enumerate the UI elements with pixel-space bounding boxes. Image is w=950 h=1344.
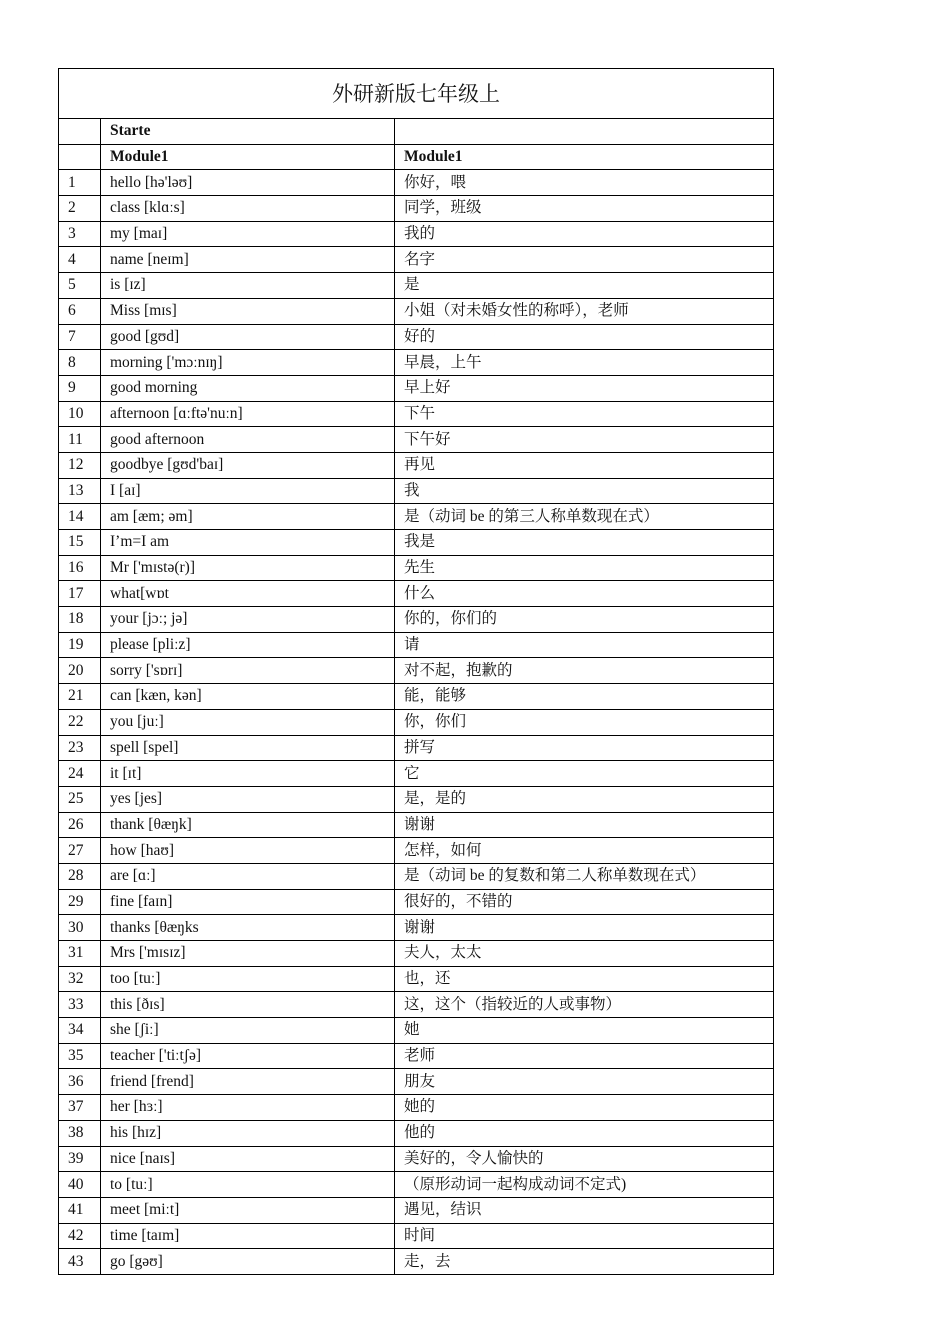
row-number-cell: 23	[59, 735, 101, 761]
table-row	[59, 915, 774, 941]
chinese-meaning-cell: 你好，喂	[395, 170, 774, 196]
table-row	[59, 1146, 774, 1172]
english-word-cell: hello [hə'ləʊ]	[101, 170, 395, 196]
chinese-meaning-cell: 什么	[395, 581, 774, 607]
row-number-cell: 37	[59, 1095, 101, 1121]
table-row	[59, 786, 774, 812]
row-number-cell: 39	[59, 1146, 101, 1172]
row-number-cell: 12	[59, 452, 101, 478]
english-word-cell: friend [frend]	[101, 1069, 395, 1095]
chinese-meaning-cell: 同学，班级	[395, 196, 774, 222]
chinese-meaning-cell: 好的	[395, 324, 774, 350]
english-word-cell: time [taɪm]	[101, 1223, 395, 1249]
chinese-meaning-cell: 下午	[395, 401, 774, 427]
table-row	[59, 812, 774, 838]
row-number-cell: 38	[59, 1120, 101, 1146]
chinese-meaning-cell: 我的	[395, 221, 774, 247]
chinese-meaning-cell: 再见	[395, 452, 774, 478]
chinese-meaning-cell: 遇见，结识	[395, 1197, 774, 1223]
table-row	[59, 889, 774, 915]
english-word-cell: good [gʊd]	[101, 324, 395, 350]
header-row-module	[59, 144, 774, 170]
row-number-cell: 15	[59, 530, 101, 556]
header-english-cell: Module1	[101, 144, 395, 170]
table-row	[59, 401, 774, 427]
table-title: 外研新版七年级上	[59, 69, 774, 119]
english-word-cell: afternoon [ɑːftə'nuːn]	[101, 401, 395, 427]
header-number-cell	[59, 119, 101, 145]
table-row	[59, 941, 774, 967]
row-number-cell: 24	[59, 761, 101, 787]
table-row	[59, 1249, 774, 1275]
chinese-meaning-cell: 很好的，不错的	[395, 889, 774, 915]
chinese-meaning-cell: 走，去	[395, 1249, 774, 1275]
row-number-cell: 21	[59, 684, 101, 710]
chinese-meaning-cell: 他的	[395, 1120, 774, 1146]
table-row	[59, 1172, 774, 1198]
english-word-cell: goodbye [gʊd'baɪ]	[101, 452, 395, 478]
vocabulary-table	[58, 68, 774, 1275]
chinese-meaning-cell: 谢谢	[395, 812, 774, 838]
english-word-cell: fine [faɪn]	[101, 889, 395, 915]
table-row	[59, 427, 774, 453]
english-word-cell: Mr ['mɪstə(r)]	[101, 555, 395, 581]
table-row	[59, 992, 774, 1018]
row-number-cell: 16	[59, 555, 101, 581]
english-word-cell: morning ['mɔːnɪŋ]	[101, 350, 395, 376]
table-row	[59, 170, 774, 196]
chinese-meaning-cell: 你，你们	[395, 709, 774, 735]
english-word-cell: sorry ['sɒrɪ]	[101, 658, 395, 684]
chinese-meaning-cell: 名字	[395, 247, 774, 273]
table-row	[59, 350, 774, 376]
english-word-cell: am [æm; əm]	[101, 504, 395, 530]
row-number-cell: 42	[59, 1223, 101, 1249]
chinese-meaning-cell: 怎样，如何	[395, 838, 774, 864]
chinese-meaning-cell: 谢谢	[395, 915, 774, 941]
row-number-cell: 31	[59, 941, 101, 967]
row-number-cell: 14	[59, 504, 101, 530]
header-number-cell	[59, 144, 101, 170]
english-word-cell: yes [jes]	[101, 786, 395, 812]
chinese-meaning-cell: 这，这个（指较近的人或事物）	[395, 992, 774, 1018]
row-number-cell: 17	[59, 581, 101, 607]
table-row	[59, 478, 774, 504]
table-row	[59, 863, 774, 889]
table-row	[59, 452, 774, 478]
row-number-cell: 5	[59, 273, 101, 299]
english-word-cell: are [ɑː]	[101, 863, 395, 889]
chinese-meaning-cell: 美好的，令人愉快的	[395, 1146, 774, 1172]
row-number-cell: 1	[59, 170, 101, 196]
english-word-cell: how [haʊ]	[101, 838, 395, 864]
row-number-cell: 36	[59, 1069, 101, 1095]
chinese-meaning-cell: 早晨，上午	[395, 350, 774, 376]
chinese-meaning-cell: 先生	[395, 555, 774, 581]
table-row	[59, 247, 774, 273]
title-row	[59, 69, 774, 119]
header-chinese-cell	[395, 119, 774, 145]
english-word-cell: good morning	[101, 375, 395, 401]
table-row	[59, 1043, 774, 1069]
table-row	[59, 632, 774, 658]
chinese-meaning-cell: （原形动词一起构成动词不定式)	[395, 1172, 774, 1198]
chinese-meaning-cell: 能，能够	[395, 684, 774, 710]
table-row	[59, 838, 774, 864]
chinese-meaning-cell: 时间	[395, 1223, 774, 1249]
chinese-meaning-cell: 小姐（对未婚女性的称呼），老师	[395, 298, 774, 324]
row-number-cell: 3	[59, 221, 101, 247]
row-number-cell: 11	[59, 427, 101, 453]
row-number-cell: 8	[59, 350, 101, 376]
chinese-meaning-cell: 我是	[395, 530, 774, 556]
chinese-meaning-cell: 她的	[395, 1095, 774, 1121]
table-row	[59, 504, 774, 530]
table-row	[59, 735, 774, 761]
row-number-cell: 26	[59, 812, 101, 838]
table-row	[59, 684, 774, 710]
chinese-meaning-cell: 朋友	[395, 1069, 774, 1095]
row-number-cell: 29	[59, 889, 101, 915]
english-word-cell: his [hɪz]	[101, 1120, 395, 1146]
english-word-cell: good afternoon	[101, 427, 395, 453]
row-number-cell: 27	[59, 838, 101, 864]
chinese-meaning-cell: 老师	[395, 1043, 774, 1069]
chinese-meaning-cell: 夫人，太太	[395, 941, 774, 967]
english-word-cell: your [jɔː; jə]	[101, 607, 395, 633]
row-number-cell: 13	[59, 478, 101, 504]
table-row	[59, 607, 774, 633]
chinese-meaning-cell: 它	[395, 761, 774, 787]
header-chinese-cell: Module1	[395, 144, 774, 170]
table-row	[59, 530, 774, 556]
row-number-cell: 28	[59, 863, 101, 889]
table-row	[59, 1120, 774, 1146]
table-row	[59, 375, 774, 401]
chinese-meaning-cell: 是	[395, 273, 774, 299]
english-word-cell: can [kæn, kən]	[101, 684, 395, 710]
chinese-meaning-cell: 早上好	[395, 375, 774, 401]
chinese-meaning-cell: 是，是的	[395, 786, 774, 812]
english-word-cell: too [tuː]	[101, 966, 395, 992]
row-number-cell: 32	[59, 966, 101, 992]
row-number-cell: 7	[59, 324, 101, 350]
chinese-meaning-cell: 请	[395, 632, 774, 658]
row-number-cell: 22	[59, 709, 101, 735]
english-word-cell: this [ðɪs]	[101, 992, 395, 1018]
chinese-meaning-cell: 也，还	[395, 966, 774, 992]
row-number-cell: 4	[59, 247, 101, 273]
english-word-cell: she [ʃiː]	[101, 1018, 395, 1044]
table-row	[59, 1095, 774, 1121]
table-row	[59, 1197, 774, 1223]
english-word-cell: teacher ['tiːtʃə]	[101, 1043, 395, 1069]
chinese-meaning-cell: 她	[395, 1018, 774, 1044]
row-number-cell: 35	[59, 1043, 101, 1069]
english-word-cell: Miss [mɪs]	[101, 298, 395, 324]
chinese-meaning-cell: 下午好	[395, 427, 774, 453]
chinese-meaning-cell: 拼写	[395, 735, 774, 761]
english-word-cell: class [klɑːs]	[101, 196, 395, 222]
table-row	[59, 761, 774, 787]
chinese-meaning-cell: 对不起，抱歉的	[395, 658, 774, 684]
table-row	[59, 658, 774, 684]
table-row	[59, 324, 774, 350]
english-word-cell: Mrs ['mɪsɪz]	[101, 941, 395, 967]
row-number-cell: 30	[59, 915, 101, 941]
english-word-cell: to [tuː]	[101, 1172, 395, 1198]
table-row	[59, 298, 774, 324]
english-word-cell: it [ɪt]	[101, 761, 395, 787]
row-number-cell: 18	[59, 607, 101, 633]
english-word-cell: I [aɪ]	[101, 478, 395, 504]
row-number-cell: 41	[59, 1197, 101, 1223]
row-number-cell: 33	[59, 992, 101, 1018]
table-row	[59, 221, 774, 247]
header-row-starter	[59, 119, 774, 145]
english-word-cell: what[wɒt	[101, 581, 395, 607]
table-row	[59, 1223, 774, 1249]
english-word-cell: name [neɪm]	[101, 247, 395, 273]
english-word-cell: meet [miːt]	[101, 1197, 395, 1223]
header-english-cell: Starte	[101, 119, 395, 145]
row-number-cell: 34	[59, 1018, 101, 1044]
english-word-cell: thank [θæŋk]	[101, 812, 395, 838]
chinese-meaning-cell: 你的，你们的	[395, 607, 774, 633]
english-word-cell: is [ɪz]	[101, 273, 395, 299]
english-word-cell: you [juː]	[101, 709, 395, 735]
row-number-cell: 25	[59, 786, 101, 812]
row-number-cell: 9	[59, 375, 101, 401]
chinese-meaning-cell: 我	[395, 478, 774, 504]
table-row	[59, 196, 774, 222]
row-number-cell: 40	[59, 1172, 101, 1198]
row-number-cell: 20	[59, 658, 101, 684]
vocabulary-table-body	[59, 69, 774, 1275]
english-word-cell: thanks [θæŋks	[101, 915, 395, 941]
table-row	[59, 709, 774, 735]
english-word-cell: please [pliːz]	[101, 632, 395, 658]
row-number-cell: 6	[59, 298, 101, 324]
chinese-meaning-cell: 是（动词 be 的复数和第二人称单数现在式）	[395, 863, 774, 889]
table-row	[59, 555, 774, 581]
english-word-cell: I’m=I am	[101, 530, 395, 556]
row-number-cell: 19	[59, 632, 101, 658]
row-number-cell: 10	[59, 401, 101, 427]
table-row	[59, 273, 774, 299]
row-number-cell: 2	[59, 196, 101, 222]
english-word-cell: nice [naɪs]	[101, 1146, 395, 1172]
chinese-meaning-cell: 是（动词 be 的第三人称单数现在式）	[395, 504, 774, 530]
english-word-cell: go [gəʊ]	[101, 1249, 395, 1275]
table-row	[59, 966, 774, 992]
english-word-cell: her [hɜː]	[101, 1095, 395, 1121]
table-row	[59, 1069, 774, 1095]
english-word-cell: my [maɪ]	[101, 221, 395, 247]
table-row	[59, 1018, 774, 1044]
english-word-cell: spell [spel]	[101, 735, 395, 761]
table-row	[59, 581, 774, 607]
row-number-cell: 43	[59, 1249, 101, 1275]
